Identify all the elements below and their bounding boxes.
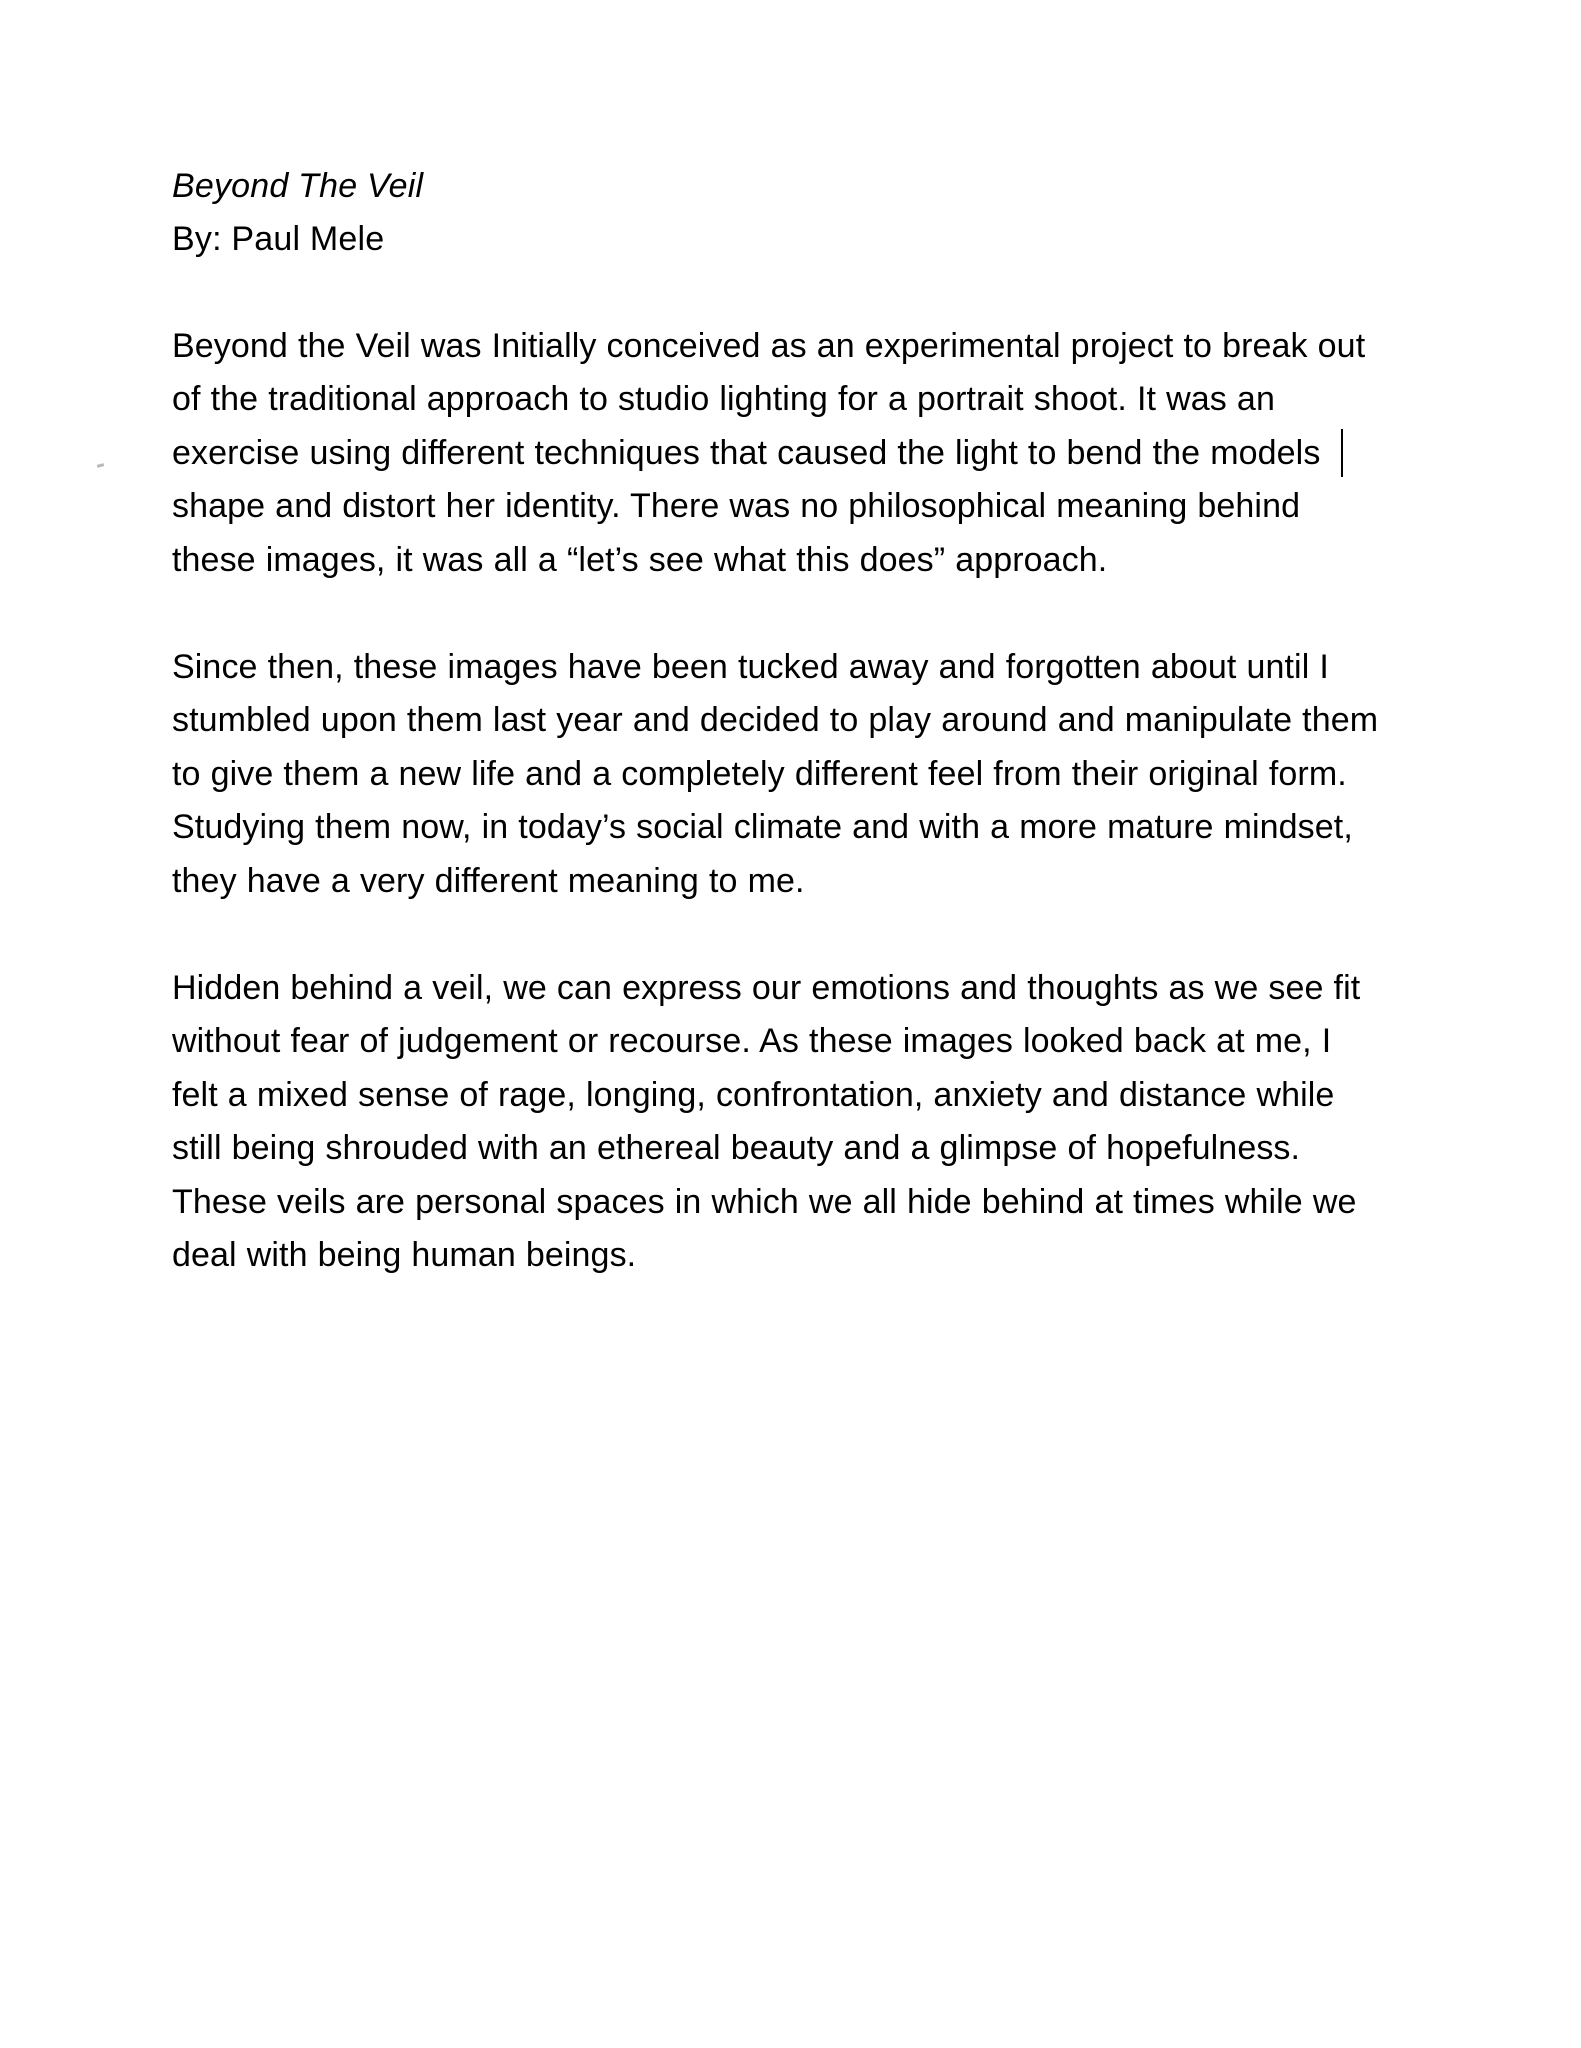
paragraph-1[interactable]: Beyond the Veil was Initially conceived as an experimental project to break out of the traditional approach to studio lighting for a portrait shoot. It was an exercise using different techniques that caused the light to bend the models shape and distort her identity. There was no philosophical meaning behind these images, it was all a “let’s see what this does” approach. — [172, 326, 1366, 579]
paragraph-spacer — [172, 908, 1384, 962]
author-byline: By: Paul Mele — [172, 220, 385, 258]
paragraph-3[interactable]: Hidden behind a veil, we can express our emotions and thoughts as we see fit without fear of judgement or recourse. As these images looked back at me, I felt a mixed sense of rage, longing, confrontation, anxiety and distance while still being shrouded with an ethereal beauty and a glimpse of hopefulness. These veils are personal spaces in which we all hide behind at times while we deal with being human beings. — [172, 968, 1361, 1274]
paragraph-2[interactable]: Since then, these images have been tucked away and forgotten about until I stumbled upon them last year and decided to play around and manipulate them to give them a new life and a completely different feel from their original form. Studying them now, in today’s social climate and with a more mature mindset, they have a very different meaning to me. — [172, 647, 1379, 900]
paragraph-spacer — [172, 266, 1384, 320]
page-title: Beyond The Veil — [172, 167, 424, 205]
title-block — [172, 160, 1384, 266]
text-caret — [1341, 429, 1343, 477]
paragraph-spacer — [172, 587, 1384, 641]
document-body[interactable] — [172, 160, 1384, 1283]
stray-mark — [97, 463, 105, 468]
